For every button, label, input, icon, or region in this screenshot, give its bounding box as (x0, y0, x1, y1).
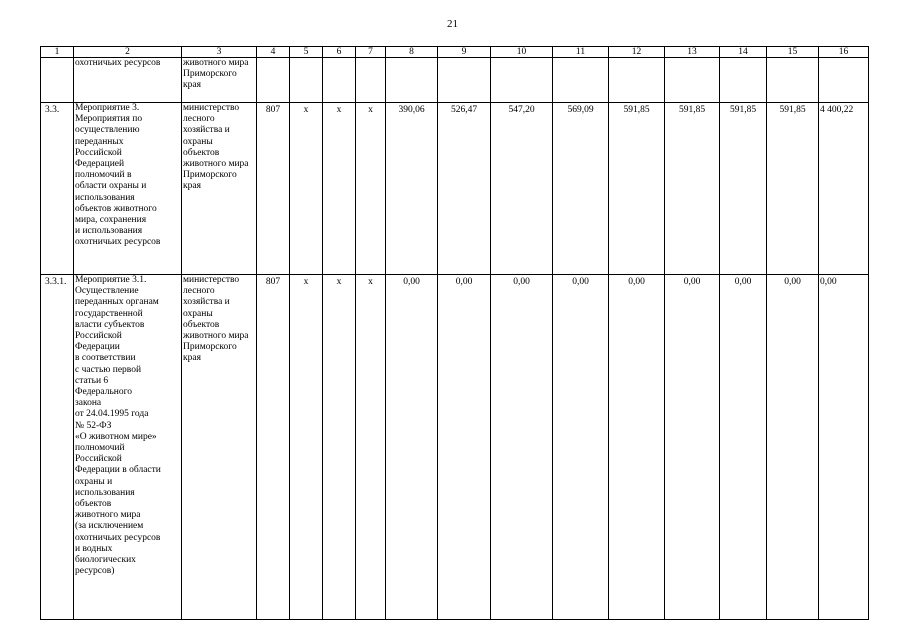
code-cell-c5: x (290, 103, 323, 275)
code-cell-c6 (323, 58, 356, 103)
value-cell (767, 58, 819, 103)
text-line: статьи 6 (75, 375, 109, 386)
text-line: охраны и (75, 476, 113, 487)
text-line: охраны (183, 308, 213, 319)
text-line: использования (75, 487, 135, 498)
item-code-cell: 3.3.1. (41, 275, 74, 620)
page-number: 21 (447, 18, 458, 30)
value-cell (553, 58, 609, 103)
text-line: Мероприятие 3. (75, 103, 140, 113)
value-cell (720, 58, 767, 103)
item-name-cell (74, 58, 182, 103)
column-header: 15 (767, 47, 819, 58)
value-cell (819, 58, 869, 103)
text-line: животного мира (75, 510, 141, 521)
text-line: Приморского (183, 342, 237, 353)
text-line: животного мира (183, 331, 249, 342)
value-cell: 0,00 (665, 275, 720, 620)
code-cell-c5: x (290, 275, 323, 620)
text-line: использования (75, 192, 135, 203)
column-header: 8 (386, 47, 438, 58)
value-cell: 591,85 (609, 103, 665, 275)
value-cell: 0,00 (438, 275, 491, 620)
text-line: ресурсов) (75, 566, 115, 577)
text-line: биологических (75, 555, 136, 566)
table-row (41, 275, 869, 620)
text-line: животного мира (183, 159, 249, 170)
text-line: Федерацией (75, 159, 125, 170)
text-line: хозяйства и (183, 297, 230, 308)
column-header: 10 (491, 47, 553, 58)
column-header: 11 (553, 47, 609, 58)
text-line: и использования (75, 226, 143, 237)
text-line: «О животном мире» (75, 431, 157, 442)
text-line: лесного (183, 286, 215, 297)
text-line: охотничьих ресурсов (75, 58, 161, 68)
column-header: 1 (41, 47, 74, 58)
executor-cell (182, 103, 257, 275)
value-cell: 0,00 (720, 275, 767, 620)
text-line: Приморского (183, 170, 237, 181)
text-line: № 52-ФЗ (75, 420, 112, 431)
value-cell: 591,85 (720, 103, 767, 275)
text-line: хозяйства и (183, 125, 230, 136)
text-line: животного мира (183, 58, 249, 68)
column-header: 14 (720, 47, 767, 58)
text-line: переданных органам (75, 297, 159, 308)
column-header: 9 (438, 47, 491, 58)
text-line: Осуществление (75, 286, 139, 297)
executor-cell (182, 275, 257, 620)
executor-cell (182, 58, 257, 103)
value-cell (491, 58, 553, 103)
column-header: 6 (323, 47, 356, 58)
item-code-cell (41, 58, 74, 103)
text-line: (за исключением (75, 521, 144, 532)
column-header: 5 (290, 47, 323, 58)
text-line: Российской (75, 454, 122, 465)
text-line: края (183, 181, 201, 192)
value-cell: 591,85 (665, 103, 720, 275)
value-cell (386, 58, 438, 103)
column-header: 2 (74, 47, 182, 58)
column-header: 7 (356, 47, 386, 58)
value-cell: 0,00 (491, 275, 553, 620)
column-header: 4 (257, 47, 290, 58)
text-line: Мероприятие 3.1. (75, 275, 147, 285)
value-cell: 0,00 (767, 275, 819, 620)
item-name-cell (74, 103, 182, 275)
code-cell-c7: x (356, 103, 386, 275)
text-line: объектов животного (75, 203, 157, 214)
value-cell (438, 58, 491, 103)
table-row (41, 58, 869, 103)
text-line: Федерации (75, 342, 120, 353)
text-line: мира, сохранения (75, 215, 147, 226)
text-line: Российской (75, 147, 122, 158)
code-cell-c7 (356, 58, 386, 103)
column-header: 13 (665, 47, 720, 58)
value-cell (609, 58, 665, 103)
value-cell: 526,47 (438, 103, 491, 275)
text-line: лесного (183, 114, 215, 125)
value-cell: 0,00 (386, 275, 438, 620)
budget-table (40, 46, 869, 620)
code-cell-c7: x (356, 275, 386, 620)
column-header: 16 (819, 47, 869, 58)
text-line: министерство (183, 275, 240, 285)
text-line: охотничьих ресурсов (75, 532, 161, 543)
text-line: от 24.04.1995 года (75, 409, 149, 420)
text-line: охраны (183, 136, 213, 147)
text-line: государственной (75, 308, 143, 319)
column-number-row (41, 47, 869, 58)
text-line: власти субъектов (75, 319, 145, 330)
text-line: Российской (75, 331, 122, 342)
value-cell: 0,00 (553, 275, 609, 620)
text-line: с частью первой (75, 364, 142, 375)
text-line: Федерации в области (75, 465, 161, 476)
text-line: осуществлению (75, 125, 140, 136)
text-line: области охраны и (75, 181, 147, 192)
text-line: переданных (75, 136, 124, 147)
column-header: 12 (609, 47, 665, 58)
text-line: края (183, 80, 201, 91)
value-cell (665, 58, 720, 103)
text-line: края (183, 353, 201, 364)
code-cell-grbs: 807 (257, 275, 290, 620)
code-cell-c6: x (323, 103, 356, 275)
text-line: и водных (75, 543, 113, 554)
text-line: Приморского (183, 69, 237, 80)
text-line: в соответствии (75, 353, 136, 364)
text-line: объектов (183, 147, 220, 158)
value-cell: 591,85 (767, 103, 819, 275)
code-cell-c6: x (323, 275, 356, 620)
code-cell-grbs: 807 (257, 103, 290, 275)
text-line: министерство (183, 103, 240, 113)
text-line: объектов (183, 319, 220, 330)
text-line: Федерального (75, 387, 133, 398)
value-cell: 390,06 (386, 103, 438, 275)
table-row (41, 103, 869, 275)
code-cell-c5 (290, 58, 323, 103)
text-line: объектов (75, 499, 112, 510)
text-line: полномочий (75, 443, 125, 454)
text-line: Мероприятия по (75, 114, 143, 125)
text-line: закона (75, 398, 102, 409)
value-cell: 569,09 (553, 103, 609, 275)
item-name-cell (74, 275, 182, 620)
item-code-cell: 3.3. (41, 103, 74, 275)
value-cell: 0,00 (819, 275, 869, 620)
text-line: полномочий в (75, 170, 132, 181)
text-line: охотничьих ресурсов (75, 237, 161, 248)
value-cell: 547,20 (491, 103, 553, 275)
value-cell: 4 400,22 (819, 103, 869, 275)
value-cell: 0,00 (609, 275, 665, 620)
code-cell-grbs (257, 58, 290, 103)
column-header: 3 (182, 47, 257, 58)
